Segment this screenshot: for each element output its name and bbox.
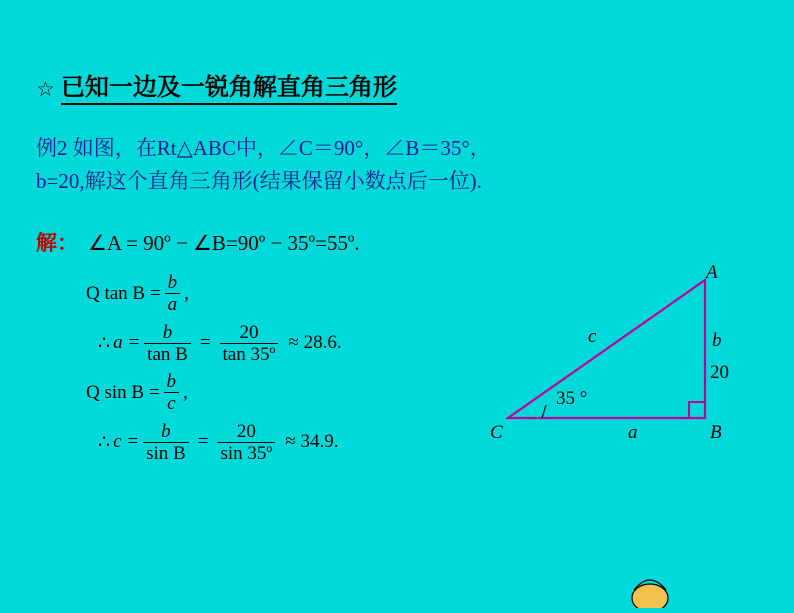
solve-c-result: ≈ 34.9. xyxy=(285,431,339,453)
side-label-a: a xyxy=(628,422,638,443)
solve-a-fraction-1 xyxy=(144,322,191,366)
therefore-symbol-a: ∴ xyxy=(98,332,111,354)
solution-body: ∠A = 90º − ∠B=90º − 35º=55º. xyxy=(88,231,360,255)
solve-a-result: ≈ 28.6. xyxy=(288,332,342,354)
solve-a-variable: a = xyxy=(113,332,141,354)
solve-c-num-1: b xyxy=(161,420,171,442)
problem-statement xyxy=(36,132,756,197)
tan-definition-prefix: Q tan B = xyxy=(86,282,161,304)
math-row-solve-a xyxy=(98,322,342,366)
angle-arc-icon xyxy=(542,405,546,418)
solve-c-den-1: sin B xyxy=(143,442,189,464)
solve-a-den-1: tan B xyxy=(144,343,191,365)
sin-definition-prefix: Q sin B = xyxy=(86,381,160,403)
solve-a-num-2: 20 xyxy=(239,321,259,343)
section-heading-text: 已知一边及一锐角解直角三角形 xyxy=(61,74,397,105)
angle-value-label: 35 ° xyxy=(556,388,588,409)
solve-a-num-1: b xyxy=(162,321,173,343)
problem-line-2: b=20,解这个直角三角形(结果保留小数点后一位). xyxy=(36,168,482,193)
section-heading xyxy=(36,74,397,105)
solve-c-variable: c = xyxy=(113,431,140,453)
math-row-solve-c xyxy=(98,421,342,465)
right-angle-square-icon xyxy=(689,402,705,418)
tan-definition-denominator: a xyxy=(165,293,181,315)
solution-label: 解： xyxy=(36,232,78,255)
solve-c-fraction-1 xyxy=(143,421,189,465)
decorative-shape xyxy=(624,564,676,608)
solve-a-equals: = xyxy=(199,332,211,354)
triangle-outline xyxy=(508,280,705,418)
vertex-label-b: B xyxy=(710,422,722,443)
vertex-label-a: A xyxy=(706,262,718,283)
tan-definition-fraction xyxy=(165,272,181,316)
math-derivation xyxy=(86,272,342,470)
tan-definition-numerator: b xyxy=(167,272,178,293)
math-row-tan-definition xyxy=(86,272,342,316)
solve-c-num-2: 20 xyxy=(236,420,256,442)
decorative-svg xyxy=(624,564,676,608)
side-b-value: 20 xyxy=(710,362,729,383)
sin-definition-numerator: b xyxy=(166,371,177,393)
solve-c-den-2: sin 35º xyxy=(217,442,275,464)
problem-line-1: 例2 如图，在Rt△ABC中，∠C＝90°，∠B＝35°， xyxy=(36,136,491,160)
side-label-b: b xyxy=(712,330,722,351)
solve-c-fraction-2 xyxy=(217,421,275,465)
sin-definition-suffix: , xyxy=(183,381,188,403)
sin-definition-denominator: c xyxy=(164,392,178,414)
solve-a-fraction-2 xyxy=(220,322,279,366)
triangle-figure xyxy=(480,258,760,458)
tan-definition-suffix: , xyxy=(184,282,189,304)
side-label-c: c xyxy=(588,326,597,347)
solution-line xyxy=(36,227,360,257)
vertex-label-c: C xyxy=(490,422,503,443)
sin-definition-fraction xyxy=(164,371,180,415)
star-icon: ☆ xyxy=(36,76,55,101)
solve-a-den-2: tan 35º xyxy=(220,343,279,365)
math-row-sin-definition xyxy=(86,371,342,415)
therefore-symbol-c: ∴ xyxy=(98,431,111,453)
solve-c-equals: = xyxy=(197,431,209,453)
